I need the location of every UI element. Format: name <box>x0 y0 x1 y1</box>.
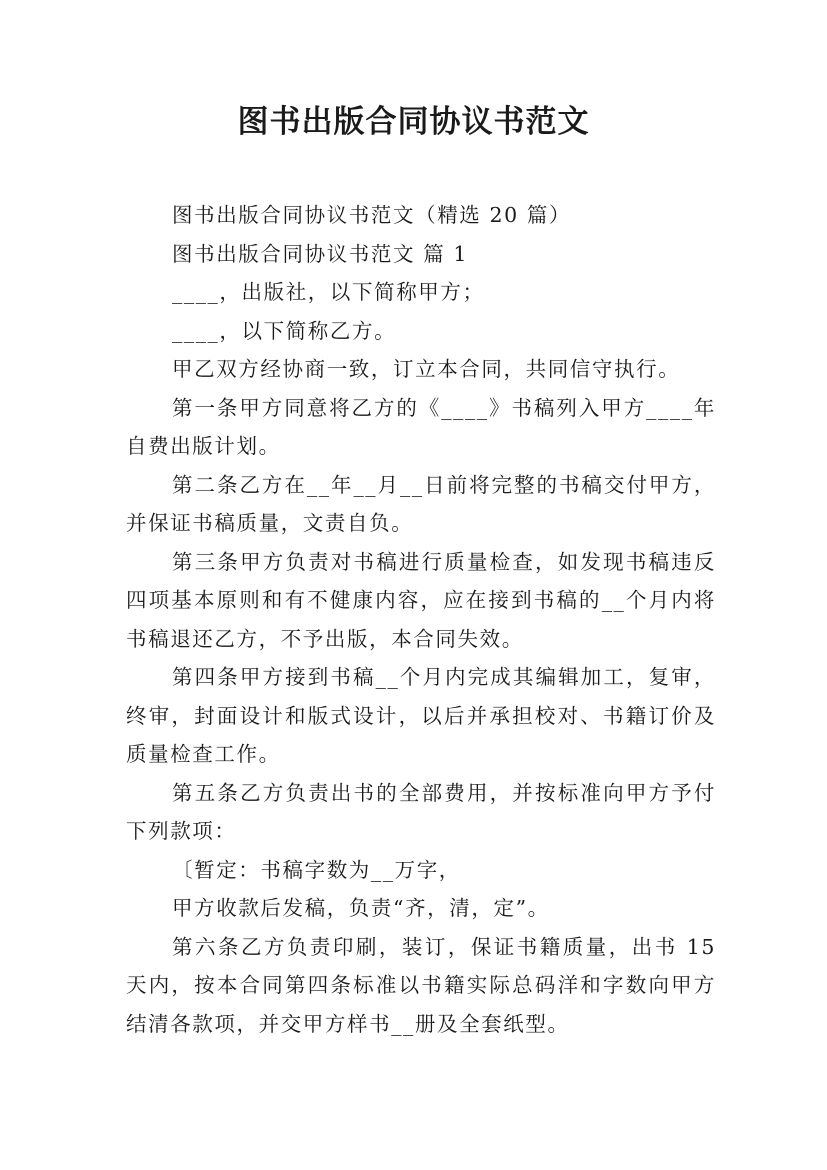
paragraph-subtitle: 图书出版合同协议书范文（精选 20 篇） <box>172 203 572 227</box>
paragraph-payment-terms: 甲方收款后发稿，负责“齐，清，定”。 <box>172 896 550 920</box>
paragraph-agreement: 甲乙双方经协商一致，订立本合同，共同信守执行。 <box>172 357 681 381</box>
paragraph-party-a: ____，出版社，以下简称甲方； <box>172 280 485 304</box>
paragraph-provisional-terms: 〔暂定：书稿字数为__万字， <box>172 857 461 882</box>
paragraph-article-3: 第三条甲方负责对书稿进行质量检查，如发现书稿违反四项基本原则和有不健康内容，应在接到书稿的__个月内将书稿退还乙方，不予出版，本合同失效。 <box>126 549 716 651</box>
paragraph-section-heading: 图书出版合同协议书范文 篇 1 <box>172 241 469 266</box>
document-body <box>126 196 716 1043</box>
paragraph-party-b: ____，以下简称乙方。 <box>172 318 397 343</box>
document-title: 图书出版合同协议书范文 <box>237 104 590 140</box>
paragraph-article-1: 第一条甲方同意将乙方的《____》书稿列入甲方____年自费出版计划。 <box>126 395 716 458</box>
paragraph-article-2: 第二条乙方在__年__月__日前将完整的书稿交付甲方，并保证书稿质量，文责自负。 <box>126 472 716 535</box>
paragraph-article-5: 第五条乙方负责出书的全部费用，并按标准向甲方予付下列款项： <box>126 780 716 843</box>
paragraph-article-4: 第四条甲方接到书稿__个月内完成其编辑加工，复审，终审，封面设计和版式设计，以后并承担校对、书籍订价及质量检查工作。 <box>126 665 716 766</box>
paragraph-article-6: 第六条乙方负责印刷，装订，保证书籍质量，出书 15 天内，按本合同第四条标准以书籍实际总码洋和字数向甲方结清各款项，并交甲方样书__册及全套纸型。 <box>126 934 716 1036</box>
